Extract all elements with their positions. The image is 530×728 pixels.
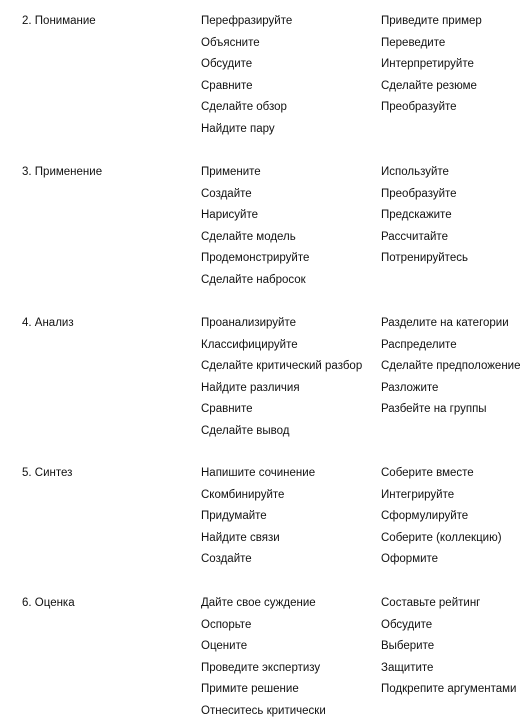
- list-item: Придумайте: [201, 510, 267, 523]
- section-label: 2. Понимание: [22, 15, 96, 27]
- list-item: Интегрируйте: [381, 488, 455, 501]
- list-item: Обсудите: [381, 618, 433, 631]
- list-item: Примите решение: [201, 683, 299, 696]
- list-item: Сделайте критический разбор: [201, 360, 363, 373]
- verb-column-left: [201, 467, 315, 575]
- list-item: Создайте: [201, 553, 252, 566]
- section-label: 5. Синтез: [22, 467, 73, 479]
- list-item: Создайте: [201, 187, 252, 200]
- list-item: Отнеситесь критически: [201, 704, 326, 717]
- list-item: Соберите (коллекцию): [381, 531, 502, 544]
- list-item: Примените: [201, 166, 261, 178]
- list-item: Сделайте вывод: [201, 424, 290, 437]
- list-item: Оспорьте: [201, 618, 252, 631]
- list-item: Сделайте набросок: [201, 273, 306, 286]
- list-item: Сделайте обзор: [201, 101, 287, 114]
- list-item: Составьте рейтинг: [381, 597, 481, 609]
- verb-column-right: [381, 317, 521, 425]
- list-item: Найдите различия: [201, 381, 300, 394]
- verb-column-left: [201, 317, 362, 447]
- list-item: Обсудите: [201, 58, 253, 71]
- list-item: Приведите пример: [381, 15, 482, 27]
- list-item: Используйте: [381, 166, 449, 178]
- list-item: Распределите: [381, 338, 457, 351]
- list-item: Скомбинируйте: [201, 488, 285, 501]
- list-item: Рассчитайте: [381, 230, 448, 243]
- list-item: Оформите: [381, 553, 439, 566]
- list-item: Сделайте предположение: [381, 360, 521, 373]
- list-item: Дайте свое суждение: [201, 597, 316, 609]
- list-item: Оцените: [201, 640, 248, 653]
- list-item: Перефразируйте: [201, 15, 293, 27]
- list-item: Объясните: [201, 36, 260, 49]
- section-label: 3. Применение: [22, 166, 103, 178]
- list-item: Интерпретируйте: [381, 58, 474, 71]
- list-item: Нарисуйте: [201, 209, 258, 222]
- list-item: Соберите вместе: [381, 467, 474, 479]
- section-label: 6. Оценка: [22, 597, 75, 609]
- list-item: Преобразуйте: [381, 187, 457, 200]
- list-item: Подкрепите аргументами: [381, 683, 517, 696]
- list-item: Продемонстрируйте: [201, 252, 310, 265]
- list-item: Найдите пару: [201, 122, 275, 135]
- list-item: Проведите экспертизу: [201, 661, 321, 674]
- list-item: Сделайте резюме: [381, 79, 477, 92]
- list-item: Выберите: [381, 640, 435, 653]
- list-item: Разложите: [381, 381, 439, 394]
- list-item: Защитите: [381, 661, 434, 674]
- list-item: Переведите: [381, 36, 446, 49]
- list-item: Проанализируйте: [201, 317, 297, 329]
- list-item: Напишите сочинение: [201, 467, 316, 479]
- verb-column-left: [201, 15, 292, 145]
- section-label: 4. Анализ: [22, 317, 74, 329]
- verb-column-left: [201, 166, 309, 296]
- list-item: Потренируйтесь: [381, 252, 468, 265]
- verb-column-left: [201, 597, 326, 727]
- list-item: Классифицируйте: [201, 338, 298, 351]
- list-item: Предскажите: [381, 209, 452, 222]
- verb-column-right: [381, 467, 502, 575]
- list-item: Разбейте на группы: [381, 403, 487, 416]
- list-item: Сформулируйте: [381, 510, 469, 523]
- list-item: Разделите на категории: [381, 317, 509, 329]
- list-item: Сделайте модель: [201, 230, 296, 243]
- verb-column-right: [381, 597, 516, 705]
- list-item: Найдите связи: [201, 531, 280, 544]
- verb-column-right: [381, 15, 482, 123]
- list-item: Сравните: [201, 79, 253, 92]
- verb-column-right: [381, 166, 468, 274]
- list-item: Сравните: [201, 403, 253, 416]
- list-item: Преобразуйте: [381, 101, 457, 114]
